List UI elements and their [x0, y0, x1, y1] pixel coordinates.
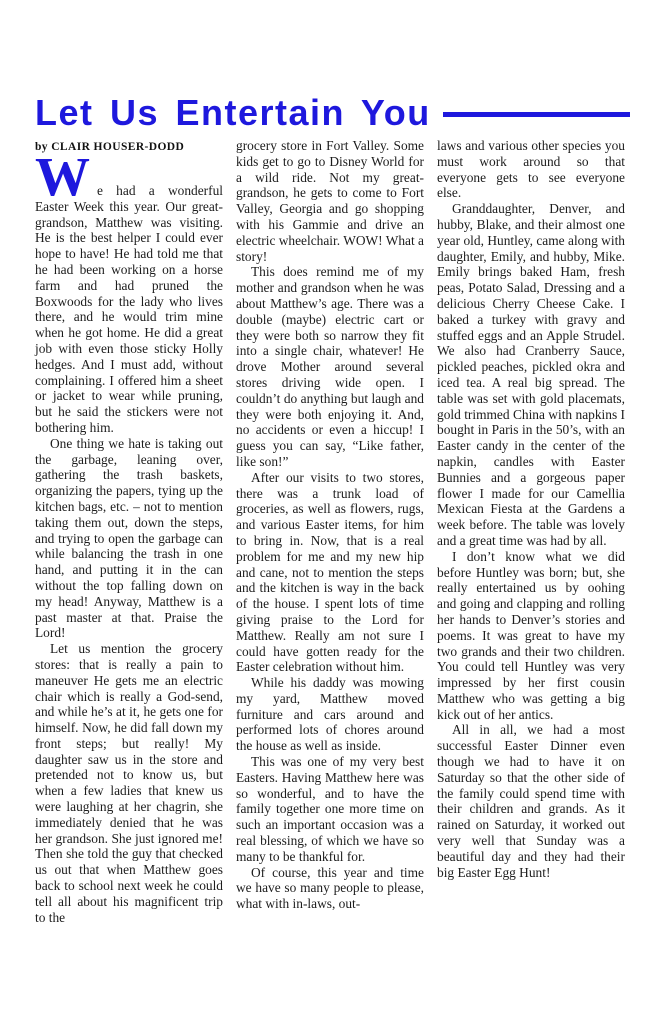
column-1 [35, 138, 223, 925]
paragraph: grocery store in Fort Valley. Some kids get to go to Disney World for a wild ride. Not my great-grandson, he gets to come to Fort Valley, Georgia and go shopping with his Gammie and drive an electric wheelchair. WOW! What a story! [236, 138, 424, 264]
paragraph: All in all, we had a most successful Easter Dinner even though we had to have it on Saturday so that the other side of the family could spend time with their children and grands. As it rained on Saturday, it worked out very well that Sunday was a beautiful day and they had their big Easter Egg Hunt! [437, 722, 625, 880]
column-3 [437, 138, 625, 925]
column-2 [236, 138, 424, 925]
paragraph: Of course, this year and time we have so many people to please, what with in-laws, out- [236, 864, 424, 912]
paragraph: This was one of my very best Easters. Having Matthew here was so wonderful, and to have the family together one more time on such an important occasion was a real blessing, of which we have so many to be thankful for. [236, 754, 424, 864]
headline-rule [443, 112, 630, 117]
paragraph: This does remind me of my mother and grandson when he was about Matthew’s age. There was a double (maybe) electric cart or they were both so narrow they fit into a single chair, whatever! He drove Mother around several stores driving wide open. I couldn’t do anything but laugh and they were both enjoying it. And, no accidents or even a hiccup! I guess you can say, “Like father, like son!” [236, 264, 424, 469]
raised-cap-letter: W [35, 146, 90, 207]
article-masthead [35, 94, 630, 132]
paragraph: While his daddy was mowing my yard, Matthew moved furniture and cars around and performed lots of chores around the house as well as inside. [236, 675, 424, 754]
paragraph-text: e had a wonderful Easter Week this year. Our great-grandson, Matthew was visiting. He is the best helper I could ever hope to have! He had told me that he had been working on a horse farm and had pruned the Boxwoods for the lady who lives there, and he would trim mine when he got home. He did a great job with even those sticky Holly hedges. And I must add, without complaining. I offered him a sheet or jacket to wear while pruning, but he said the stickers were not bothering him. [35, 183, 223, 435]
paragraph: laws and various other species you must work around so that everyone gets to see everyone else. [437, 138, 625, 201]
paragraph: I don’t know what we did before Huntley was born; but, she really entertained us by oohing and going and clapping and rolling her hands to Denver’s stories and poems. It was great to have my two grands and their two children. You could tell Huntley was very impressed by her first cousin Matthew who was getting a big kick out of her antics. [437, 548, 625, 722]
paragraph: One thing we hate is taking out the garbage, leaning over, gathering the trash baskets, organizing the papers, tying up the kitchen bags, etc. – not to mention taking them out, down the steps, and trying to open the garbage can while balancing the trash in one hand, and putting it in the can without the top falling down on my head! Anyway, Matthew is a past master at that. Praise the Lord! [35, 435, 223, 641]
article-columns [35, 138, 630, 925]
byline: by CLAIR HOUSER-DODD [35, 141, 185, 153]
paragraph: Let us mention the grocery stores: that is really a pain to maneuver He gets me an electric chair which is really a God-send, and while he’s at it, he gets one for himself. Now, he did fall down my front steps; but really! My daughter saw us in the store and pretended not to know us, but when a few ladies that knew us were laughing at her chagrin, she immediately denied that he was her grandson. She just ignored me! Then she told the guy that checked us out that when Matthew goes back to school next week he could tell all about his magnificent trip to the [35, 641, 223, 925]
paragraph: After our visits to two stores, there was a trunk load of groceries, as well as flowers, rugs, and various Easter items, for him to bring in. Now, that is a real problem for me and my new hip and cane, not to mention the steps and the kitchen is way in the back of the house. I spent lots of time giving praise to the Lord for Matthew. Really am not sure I could have gotten ready for the Easter celebration without him. [236, 469, 424, 675]
page-title: Let Us Entertain You [35, 92, 431, 133]
paragraph: Granddaughter, Denver, and hubby, Blake, and their almost one year old, Huntley, came along with daughter, Emily, and hubby, Mike. Emily brings baked Ham, fresh peas, Potato Salad, Dressing and a delicious Cherry Cheese Cake. I baked a turkey with gravy and stuffed eggs and an Apple Strudel. We also had Cranberry Sauce, pickled peaches, pickled okra and iced tea. A real big spread. The table was set with gold placemats, gold trimmed China with napkins I bought in Paris in the 50’s, with an Easter candy in the center of the napkin, candles with Easter Bunnies and a gorgeous paper flower I made for our Camellia Mexican Fiesta at the Gardens a week before. The table was lovely and a great time was had by all. [437, 201, 625, 548]
